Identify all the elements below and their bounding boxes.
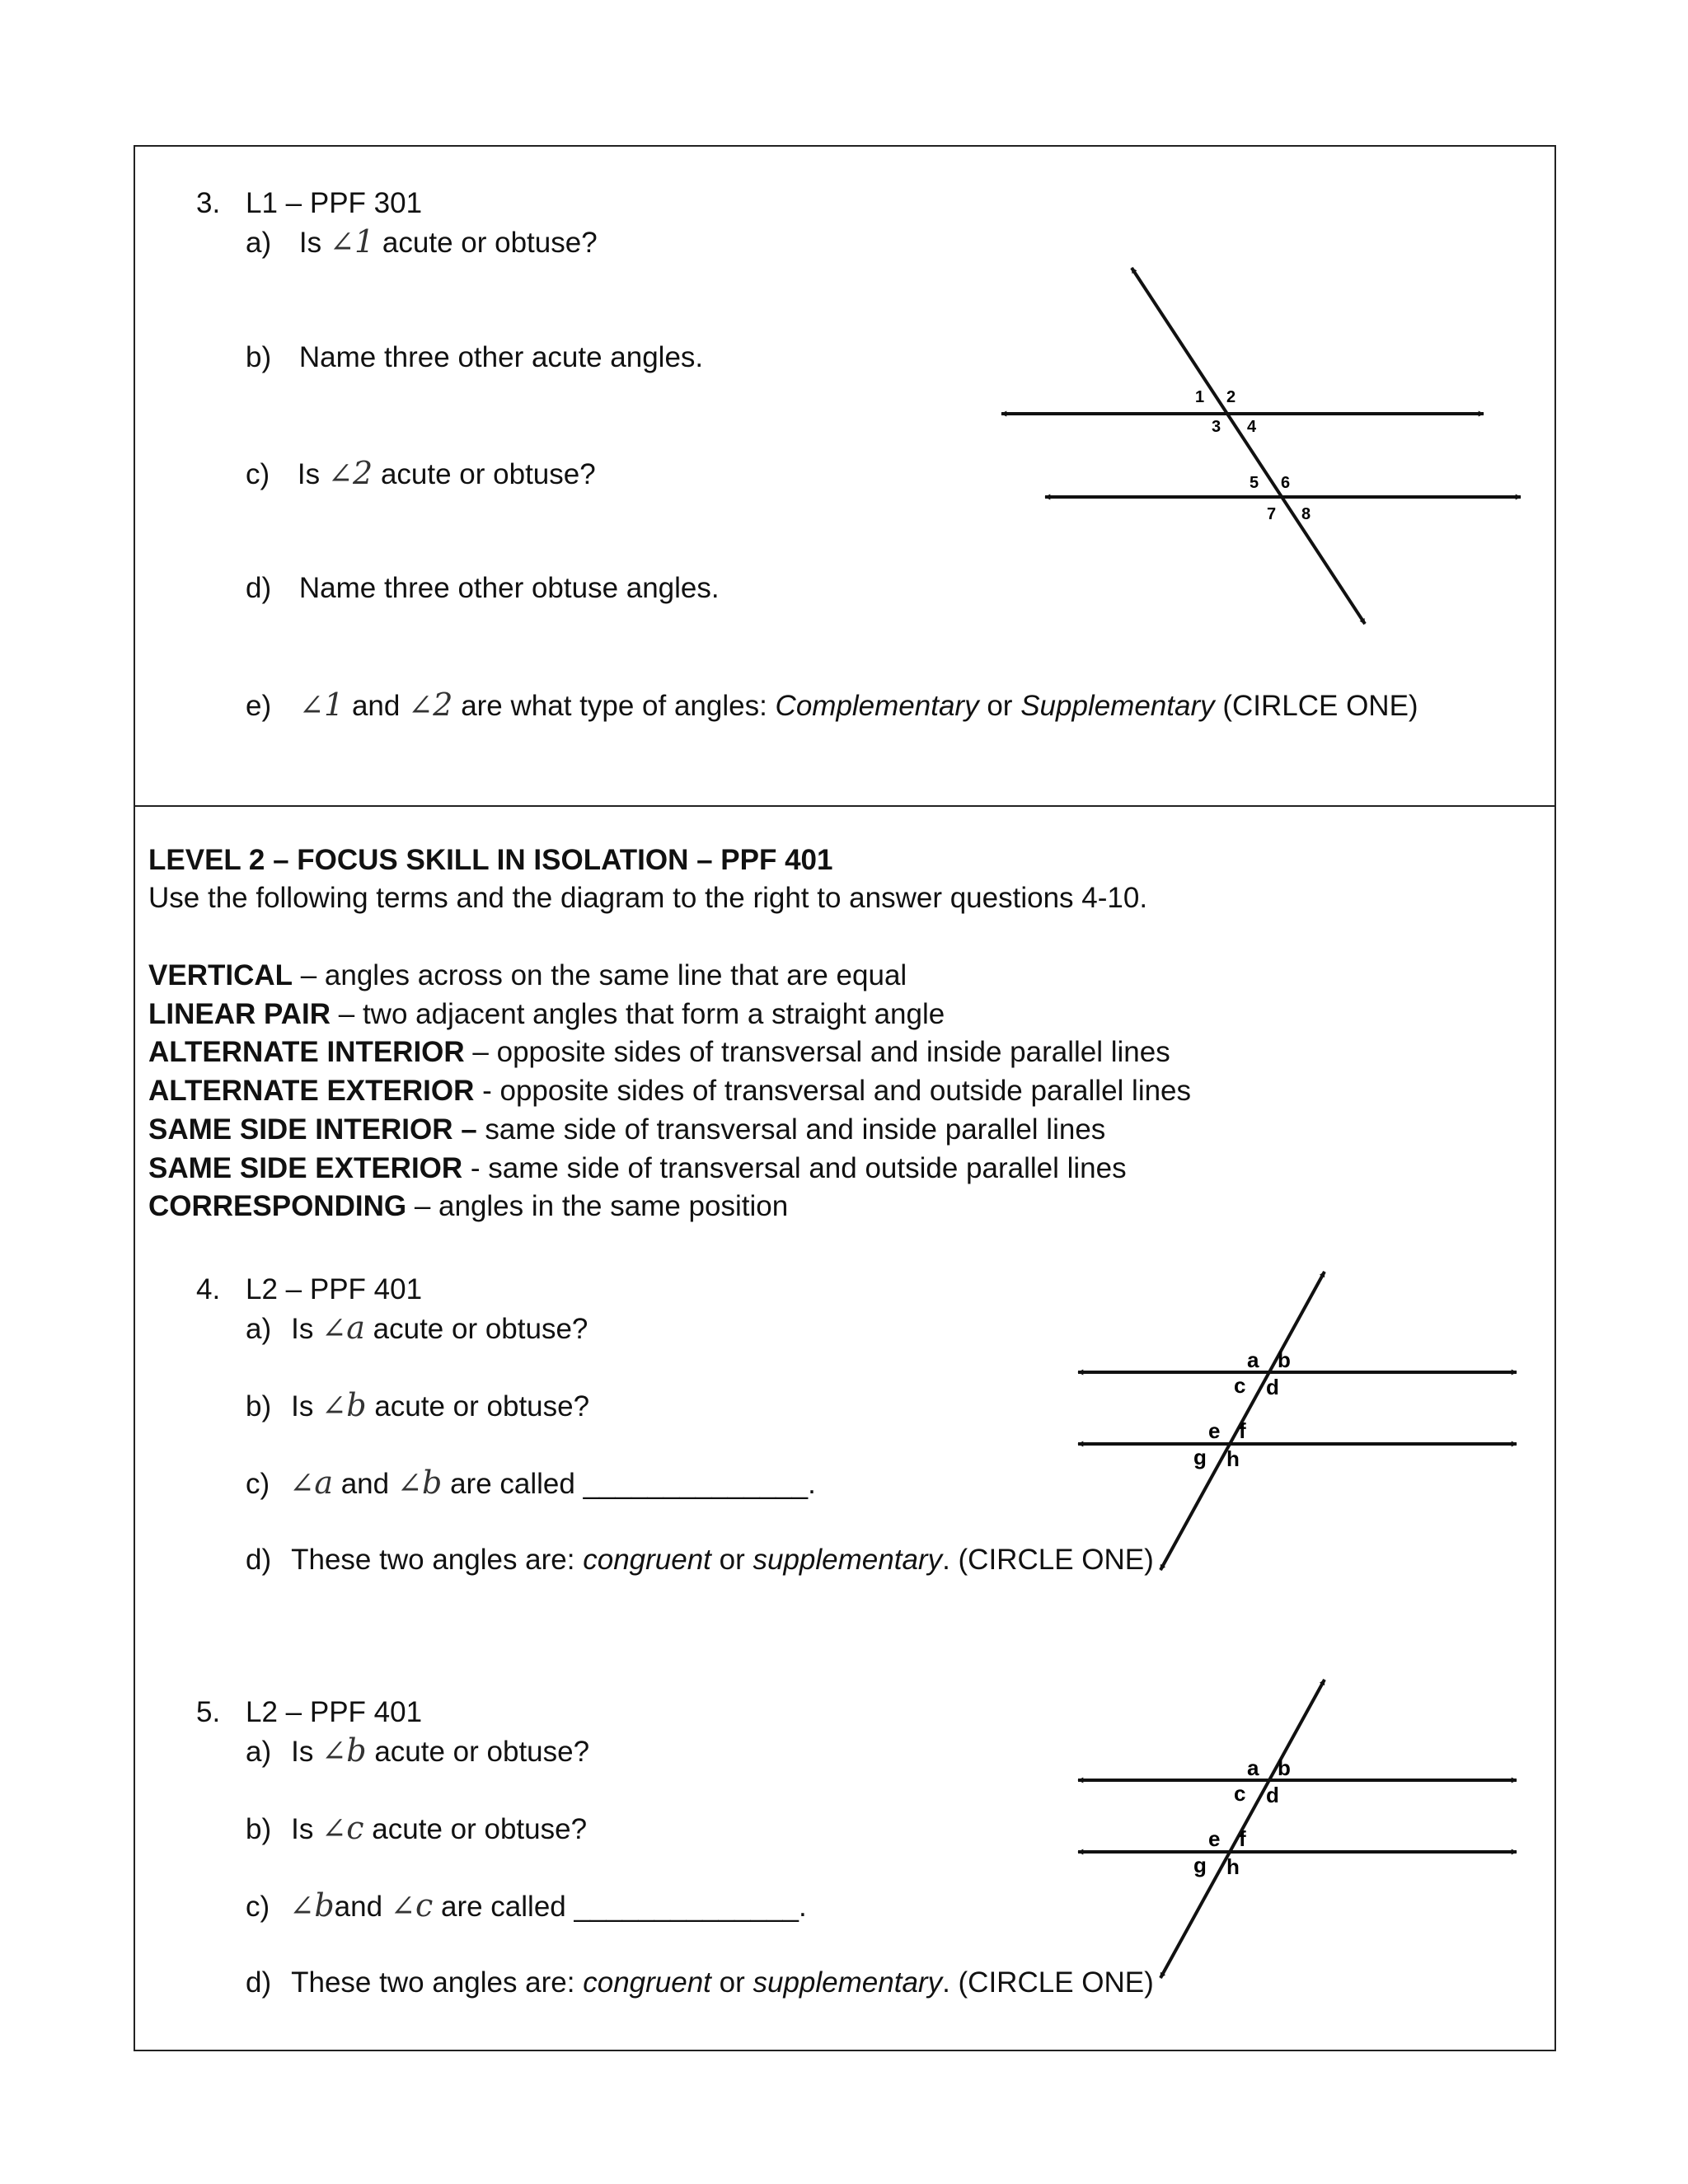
q3e-option-supplementary: Supplementary [1020, 690, 1215, 722]
q4d-option-congruent: congruent [583, 1544, 711, 1576]
diagram-label-g: g [1193, 1445, 1207, 1469]
q3e-post: are what type of angles: [461, 690, 767, 722]
q3c-pre: Is [297, 458, 321, 490]
q4-code: L2 – PPF 401 [246, 1273, 423, 1305]
diagram-label-h: h [1226, 1446, 1240, 1471]
q4c-blank: are called ______________. [450, 1468, 816, 1500]
q4a: a) Is ∠a acute or obtuse? [246, 1310, 588, 1346]
diagram-label-h: h [1226, 1854, 1240, 1879]
diagram-label-a: a [1247, 1347, 1259, 1372]
q3e-angle1: ∠1 [298, 687, 345, 723]
angle-symbol-icon: ∠ [408, 689, 434, 723]
diagram-label-e: e [1208, 1826, 1221, 1851]
angle-symbol-icon: ∠ [289, 1890, 315, 1924]
q4-parallel-lines-diagram [1071, 1265, 1533, 1578]
q4d: d) These two angles are: congruent or supplementary. (CIRCLE ONE) [246, 1544, 1154, 1576]
q3e-and: and [351, 690, 401, 722]
q4c-angle1: ∠a [289, 1465, 333, 1501]
q4-number: 4. [196, 1273, 221, 1305]
q4a-angle: ∠a [321, 1310, 365, 1346]
q4c: c) ∠a and ∠b are called ______________. [246, 1465, 816, 1501]
angle-symbol-icon: ∠ [321, 1812, 347, 1846]
q3e [246, 687, 1418, 724]
diagram-label-5: 5 [1250, 474, 1259, 492]
q5b: b) Is ∠c acute or obtuse? [246, 1810, 588, 1846]
diagram-label-7: 7 [1267, 505, 1277, 523]
q3c [246, 456, 596, 492]
q3-number: 3. [196, 187, 221, 219]
diagram-label-f: f [1239, 1826, 1246, 1851]
q3e-letter: e) [246, 690, 272, 722]
q5d-option-supplementary: supplementary [753, 1966, 943, 1999]
angle-symbol-icon: ∠ [298, 689, 325, 723]
q3a-letter: a) [246, 227, 272, 259]
diagram-label-c: c [1234, 1373, 1246, 1398]
q3a-post: acute or obtuse? [382, 227, 598, 259]
q3-code: L1 – PPF 301 [246, 187, 423, 219]
q5-number: 5. [196, 1696, 221, 1728]
term-vertical: VERTICAL – angles across on the same line that are equal [148, 959, 907, 991]
q5b-angle: ∠c [321, 1810, 364, 1846]
diagram-label-d: d [1266, 1783, 1279, 1807]
q4d-option-supplementary: supplementary [753, 1544, 943, 1576]
transversal-line [1132, 268, 1365, 624]
q3a-angle: ∠1 [329, 223, 375, 260]
angle-symbol-icon: ∠ [289, 1467, 315, 1501]
angle-symbol-icon: ∠ [396, 1467, 423, 1501]
q3d [246, 571, 720, 606]
diagram-label-2: 2 [1226, 388, 1236, 406]
q5c-angle1: ∠b [289, 1887, 335, 1924]
q3e-option-complementary: Complementary [775, 690, 979, 722]
q3e-angle2: ∠2 [408, 687, 453, 723]
angle-symbol-icon: ∠ [321, 1312, 347, 1346]
q5a-angle: ∠b [321, 1732, 367, 1769]
diagram-label-b: b [1278, 1347, 1291, 1372]
q5c: c) ∠band ∠c are called ______________. [246, 1887, 807, 1924]
term-alternate-exterior: ALTERNATE EXTERIOR - opposite sides of transversal and outside parallel lines [148, 1075, 1192, 1107]
q3a [246, 224, 598, 260]
q3c-letter: c) [246, 458, 270, 490]
diagram-label-g: g [1193, 1853, 1207, 1877]
term-same-side-exterior: SAME SIDE EXTERIOR - same side of transversal and outside parallel lines [148, 1152, 1127, 1184]
q5-parallel-lines-diagram [1071, 1673, 1533, 1986]
q3c-angle: ∠2 [327, 455, 373, 491]
q3b-letter: b) [246, 341, 272, 373]
term-alternate-interior: ALTERNATE INTERIOR – opposite sides of transversal and inside parallel lines [148, 1036, 1170, 1068]
diagram-label-e: e [1208, 1418, 1221, 1443]
q3c-post: acute or obtuse? [380, 458, 596, 490]
q4b: b) Is ∠b acute or obtuse? [246, 1387, 590, 1423]
level2-intro: Use the following terms and the diagram to the right to answer questions 4-10. [148, 882, 1148, 914]
q5c-angle2: ∠c [390, 1887, 434, 1924]
diagram-label-4: 4 [1247, 418, 1257, 436]
q5a: a) Is ∠b acute or obtuse? [246, 1732, 590, 1769]
q3d-letter: d) [246, 572, 272, 604]
diagram-label-3: 3 [1212, 418, 1221, 436]
q3-parallel-lines-diagram [989, 255, 1533, 635]
diagram-label-1: 1 [1195, 388, 1205, 406]
q3a-pre: Is [298, 227, 322, 259]
angle-symbol-icon: ∠ [390, 1890, 415, 1924]
q4b-angle: ∠b [321, 1387, 367, 1423]
diagram-label-f: f [1239, 1418, 1246, 1443]
q3b-text: Name three other acute angles. [298, 341, 704, 373]
diagram-label-8: 8 [1301, 505, 1311, 523]
angle-symbol-icon: ∠ [327, 457, 354, 491]
angle-symbol-icon: ∠ [321, 1390, 347, 1423]
q3e-tail: (CIRLCE ONE) [1222, 690, 1418, 722]
diagram-label-a: a [1247, 1755, 1259, 1780]
diagram-label-b: b [1278, 1755, 1291, 1780]
term-linear-pair: LINEAR PAIR – two adjacent angles that form a straight angle [148, 998, 945, 1030]
q3d-text: Name three other obtuse angles. [298, 572, 720, 604]
q3b [246, 340, 703, 375]
diagram-label-c: c [1234, 1781, 1246, 1806]
level2-heading: LEVEL 2 – FOCUS SKILL IN ISOLATION – PPF 401 [148, 844, 833, 876]
angle-symbol-icon: ∠ [329, 226, 354, 260]
q5d: d) These two angles are: congruent or supplementary. (CIRCLE ONE) [246, 1966, 1154, 1999]
angle-symbol-icon: ∠ [321, 1735, 347, 1769]
diagram-label-d: d [1266, 1375, 1279, 1399]
q5-code: L2 – PPF 401 [246, 1696, 423, 1728]
term-corresponding: CORRESPONDING – angles in the same position [148, 1190, 789, 1222]
q5d-option-congruent: congruent [583, 1966, 711, 1999]
diagram-label-6: 6 [1281, 474, 1291, 492]
q5c-blank: are called ______________. [441, 1891, 807, 1923]
term-same-side-interior: SAME SIDE INTERIOR – same side of transversal and inside parallel lines [148, 1113, 1106, 1146]
q3e-or: or [987, 690, 1013, 722]
q4c-angle2: ∠b [396, 1465, 443, 1501]
